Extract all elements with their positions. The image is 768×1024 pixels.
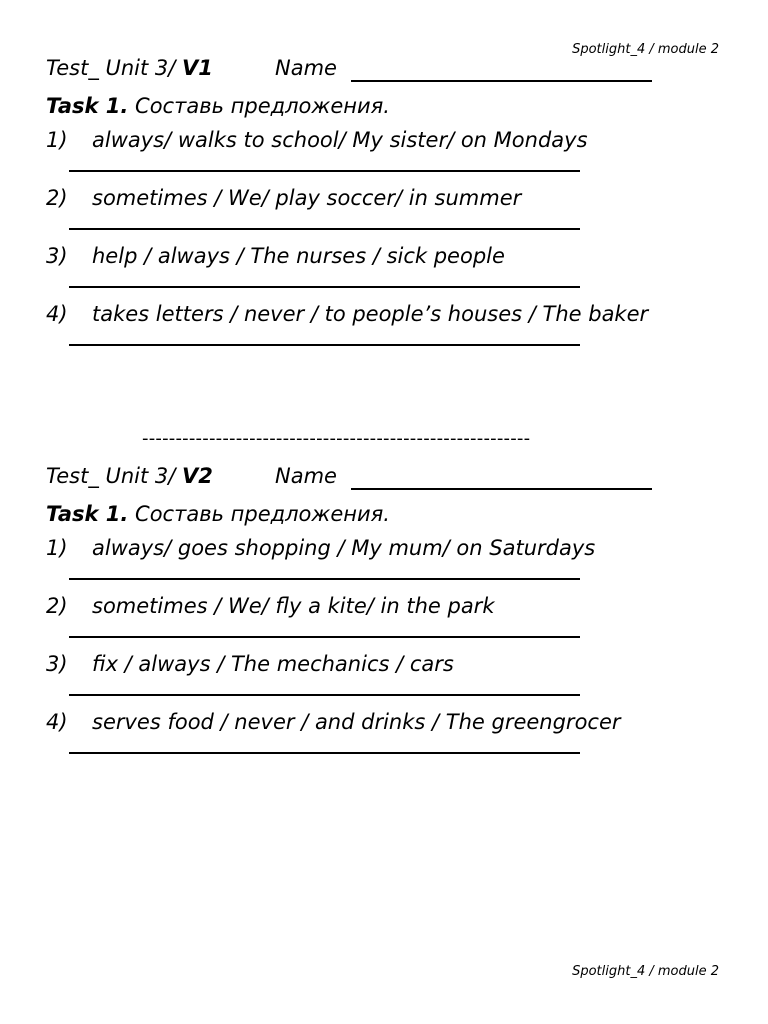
item-text: help / always / The nurses / sick people [92, 244, 505, 268]
exercise-item [46, 126, 736, 184]
variant-1 [46, 56, 736, 358]
variant-label: V1 [182, 56, 213, 80]
item-number: 4) [46, 302, 68, 326]
exercise-item [46, 242, 736, 300]
test-title [46, 56, 213, 80]
test-label: Test_ Unit 3/ [46, 56, 183, 80]
item-text: sometimes / We/ play soccer/ in summer [92, 186, 522, 210]
answer-blank-line[interactable] [69, 578, 580, 580]
answer-blank-line[interactable] [69, 286, 580, 288]
item-number: 3) [46, 244, 68, 268]
variant-label: V2 [182, 464, 213, 488]
item-text: sometimes / We/ fly a kite/ in the park [92, 594, 495, 618]
item-number: 1) [46, 536, 68, 560]
answer-blank-line[interactable] [69, 228, 580, 230]
item-number: 3) [46, 652, 68, 676]
item-number: 4) [46, 710, 68, 734]
answer-blank-line[interactable] [69, 344, 580, 346]
test-title-row [46, 56, 736, 88]
exercise-item [46, 300, 736, 358]
task-label: Task 1. [46, 502, 129, 526]
header-note: Spotlight_4 / module 2 [572, 42, 719, 57]
name-label: Name [275, 56, 337, 80]
exercise-item [46, 534, 736, 592]
answer-blank-line[interactable] [69, 170, 580, 172]
task-instruction: Составь предложения. [128, 94, 390, 118]
footer-note: Spotlight_4 / module 2 [572, 964, 719, 979]
cut-separator: ---------------------------------------------------------- [142, 428, 531, 449]
name-label: Name [275, 464, 337, 488]
answer-blank-line[interactable] [69, 694, 580, 696]
test-title-row [46, 464, 736, 496]
variant-2 [46, 464, 736, 766]
exercise-item [46, 708, 736, 766]
item-number: 2) [46, 186, 68, 210]
item-text: always/ goes shopping / My mum/ on Saturdays [92, 536, 596, 560]
test-title [46, 464, 213, 488]
answer-blank-line[interactable] [69, 752, 580, 754]
name-blank-line[interactable] [351, 80, 652, 82]
task-instruction: Составь предложения. [128, 502, 390, 526]
task-label: Task 1. [46, 94, 129, 118]
item-text: always/ walks to school/ My sister/ on Mondays [92, 128, 588, 152]
test-label: Test_ Unit 3/ [46, 464, 183, 488]
name-blank-line[interactable] [351, 488, 652, 490]
exercise-item [46, 184, 736, 242]
task-heading [46, 94, 736, 126]
item-text: serves food / never / and drinks / The greengrocer [92, 710, 621, 734]
answer-blank-line[interactable] [69, 636, 580, 638]
exercise-item [46, 592, 736, 650]
task-heading [46, 502, 736, 534]
item-text: takes letters / never / to people’s houses / The baker [92, 302, 649, 326]
item-number: 1) [46, 128, 68, 152]
item-number: 2) [46, 594, 68, 618]
item-text: fix / always / The mechanics / cars [92, 652, 454, 676]
exercise-item [46, 650, 736, 708]
